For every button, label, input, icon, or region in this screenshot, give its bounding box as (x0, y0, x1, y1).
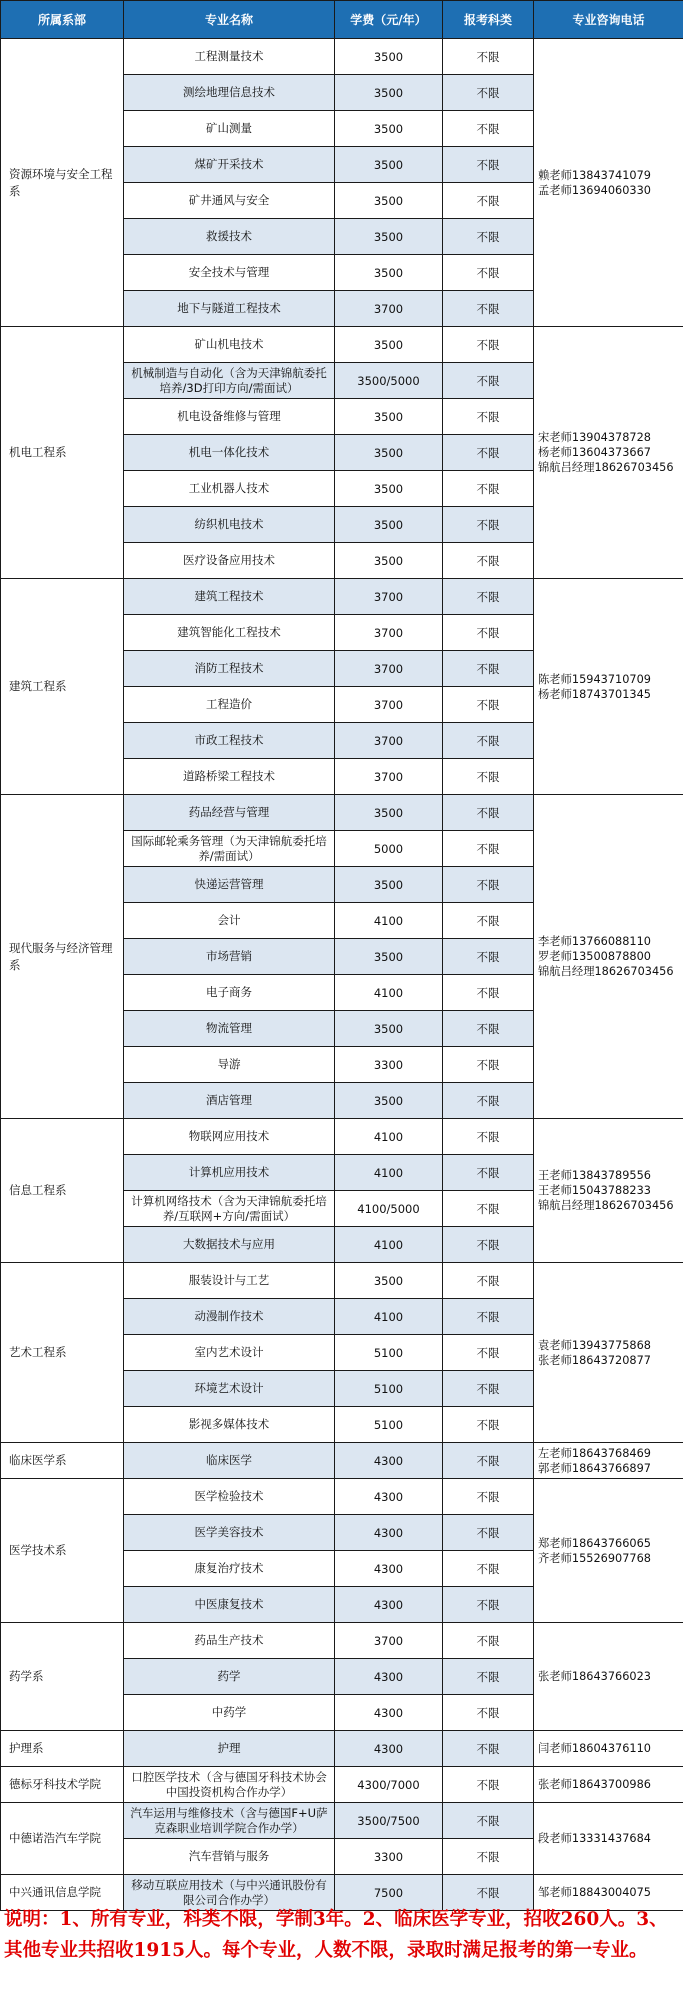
fee-cell: 3700 (335, 615, 443, 651)
major-cell: 机械制造与自动化（含为天津锦航委托培养/3D打印方向/需面试） (124, 363, 335, 399)
fee-cell: 3500 (335, 75, 443, 111)
contact-phone-line: 左老师18643768469 (538, 1446, 651, 1460)
major-cell: 口腔医学技术（含与德国牙科技术协会中国投资机构合作办学） (124, 1767, 335, 1803)
major-cell: 物流管理 (124, 1011, 335, 1047)
fee-cell: 3500/5000 (335, 363, 443, 399)
contact-phone-cell (534, 1479, 683, 1623)
fee-cell: 3300 (335, 1047, 443, 1083)
subject-cell: 不限 (443, 1767, 534, 1803)
table-row (1, 579, 683, 615)
contact-phone-cell (534, 1803, 683, 1875)
subject-cell: 不限 (443, 1227, 534, 1263)
fee-cell: 3500 (335, 939, 443, 975)
fee-cell: 3500/7500 (335, 1803, 443, 1839)
department-cell: 艺术工程系 (1, 1263, 124, 1443)
subject-cell: 不限 (443, 543, 534, 579)
contact-phone-line: 郭老师18643766897 (538, 1461, 651, 1475)
major-cell: 计算机网络技术（含为天津锦航委托培养/互联网+方向/需面试） (124, 1191, 335, 1227)
contact-phone-line: 李老师13766088110 (538, 935, 651, 948)
department-cell: 资源环境与安全工程系 (1, 39, 124, 327)
contact-phone-line: 闫老师18604376110 (538, 1742, 651, 1755)
table-row (1, 1623, 683, 1659)
subject-cell: 不限 (443, 1623, 534, 1659)
contact-phone-line: 孟老师13694060330 (538, 183, 651, 197)
subject-cell: 不限 (443, 1155, 534, 1191)
fee-cell: 4100 (335, 1299, 443, 1335)
fee-cell: 3700 (335, 291, 443, 327)
subject-cell: 不限 (443, 1083, 534, 1119)
contact-phone-line: 宋老师13904378728 (538, 431, 651, 444)
subject-cell: 不限 (443, 1587, 534, 1623)
major-cell: 计算机应用技术 (124, 1155, 335, 1191)
department-cell: 药学系 (1, 1623, 124, 1731)
contact-phone-cell (534, 1119, 683, 1263)
department-cell: 中德诺浩汽车学院 (1, 1803, 124, 1875)
major-cell: 快递运营管理 (124, 867, 335, 903)
contact-phone-line: 罗老师13500878800 (538, 950, 651, 963)
fee-cell: 5100 (335, 1371, 443, 1407)
department-cell: 机电工程系 (1, 327, 124, 579)
table-body (1, 39, 683, 1911)
major-cell: 物联网应用技术 (124, 1119, 335, 1155)
major-cell: 药品经营与管理 (124, 795, 335, 831)
subject-cell: 不限 (443, 1515, 534, 1551)
contact-phone-line: 杨老师18743701345 (538, 687, 651, 701)
subject-cell: 不限 (443, 219, 534, 255)
subject-cell: 不限 (443, 579, 534, 615)
table-row (1, 327, 683, 363)
contact-phone-line: 袁老师13943775868 (538, 1338, 651, 1352)
major-cell: 室内艺术设计 (124, 1335, 335, 1371)
contact-phone-line: 陈老师15943710709 (538, 672, 651, 686)
department-cell: 信息工程系 (1, 1119, 124, 1263)
subject-cell: 不限 (443, 903, 534, 939)
header-fee: 学费（元/年） (335, 1, 443, 39)
major-cell: 消防工程技术 (124, 651, 335, 687)
fee-cell: 4300 (335, 1659, 443, 1695)
major-cell: 市场营销 (124, 939, 335, 975)
header-phone: 专业咨询电话 (534, 1, 683, 39)
major-cell: 矿井通风与安全 (124, 183, 335, 219)
fee-cell: 3700 (335, 759, 443, 795)
subject-cell: 不限 (443, 327, 534, 363)
subject-cell: 不限 (443, 183, 534, 219)
fee-cell: 3500 (335, 543, 443, 579)
subject-cell: 不限 (443, 507, 534, 543)
major-cell: 市政工程技术 (124, 723, 335, 759)
department-cell: 现代服务与经济管理系 (1, 795, 124, 1119)
subject-cell: 不限 (443, 1407, 534, 1443)
contact-phone-line: 锦航吕经理18626703456 (538, 965, 674, 978)
subject-cell: 不限 (443, 1443, 534, 1479)
major-cell: 临床医学 (124, 1443, 335, 1479)
subject-cell: 不限 (443, 759, 534, 795)
subject-cell: 不限 (443, 399, 534, 435)
fee-cell: 4300 (335, 1515, 443, 1551)
subject-cell: 不限 (443, 687, 534, 723)
subject-cell: 不限 (443, 1299, 534, 1335)
contact-phone-line: 张老师18643700986 (538, 1778, 651, 1791)
contact-phone-line: 杨老师13604373667 (538, 446, 651, 459)
subject-cell: 不限 (443, 723, 534, 759)
major-cell: 矿山测量 (124, 111, 335, 147)
fee-cell: 3500 (335, 219, 443, 255)
contact-phone-line: 张老师18643766023 (538, 1670, 651, 1683)
subject-cell: 不限 (443, 1839, 534, 1875)
major-cell: 机电设备维修与管理 (124, 399, 335, 435)
major-cell: 工业机器人技术 (124, 471, 335, 507)
contact-phone-cell (534, 327, 683, 579)
contact-phone-cell (534, 1623, 683, 1731)
contact-phone-line: 锦航吕经理18626703456 (538, 1199, 674, 1212)
admission-note: 说明：1、所有专业，科类不限，学制3年。2、临床医学专业，招收260人。3、其他专业共招收1915人。每个专业，人数不限，录取时满足报考的第一专业。 (4, 1909, 668, 1961)
subject-cell: 不限 (443, 1803, 534, 1839)
major-cell: 测绘地理信息技术 (124, 75, 335, 111)
fee-cell: 4300 (335, 1695, 443, 1731)
fee-cell: 3500 (335, 1083, 443, 1119)
fee-cell: 4300 (335, 1551, 443, 1587)
subject-cell: 不限 (443, 1551, 534, 1587)
fee-cell: 4300/7000 (335, 1767, 443, 1803)
subject-cell: 不限 (443, 795, 534, 831)
subject-cell: 不限 (443, 291, 534, 327)
fee-cell: 3500 (335, 39, 443, 75)
fee-cell: 3700 (335, 651, 443, 687)
fee-cell: 4100 (335, 1119, 443, 1155)
subject-cell: 不限 (443, 75, 534, 111)
subject-cell: 不限 (443, 39, 534, 75)
header-dept: 所属系部 (1, 1, 124, 39)
subject-cell: 不限 (443, 1047, 534, 1083)
subject-cell: 不限 (443, 471, 534, 507)
subject-cell: 不限 (443, 255, 534, 291)
header-major: 专业名称 (124, 1, 335, 39)
major-cell: 医学美容技术 (124, 1515, 335, 1551)
major-cell: 汽车运用与维修技术（含与德国F+U萨克森职业培训学院合作办学） (124, 1803, 335, 1839)
subject-cell: 不限 (443, 1119, 534, 1155)
subject-cell: 不限 (443, 1011, 534, 1047)
major-cell: 中药学 (124, 1695, 335, 1731)
contact-phone-cell (534, 1443, 683, 1479)
fee-cell: 5000 (335, 831, 443, 867)
fee-cell: 4100 (335, 1227, 443, 1263)
contact-phone-line: 郑老师18643766065 (538, 1536, 651, 1550)
major-cell: 安全技术与管理 (124, 255, 335, 291)
contact-phone-line: 王老师15043788233 (538, 1184, 651, 1197)
fee-cell: 3500 (335, 795, 443, 831)
major-cell: 救援技术 (124, 219, 335, 255)
major-cell: 导游 (124, 1047, 335, 1083)
fee-cell: 5100 (335, 1335, 443, 1371)
major-cell: 道路桥梁工程技术 (124, 759, 335, 795)
contact-phone-cell (534, 1767, 683, 1803)
fee-cell: 3500 (335, 147, 443, 183)
contact-phone-line: 赖老师13843741079 (538, 168, 651, 182)
contact-phone-line: 邹老师18843004075 (538, 1886, 651, 1899)
subject-cell: 不限 (443, 1875, 534, 1911)
major-cell: 国际邮轮乘务管理（为天津锦航委托培养/需面试） (124, 831, 335, 867)
major-cell: 影视多媒体技术 (124, 1407, 335, 1443)
major-cell: 中医康复技术 (124, 1587, 335, 1623)
major-cell: 建筑智能化工程技术 (124, 615, 335, 651)
major-cell: 移动互联应用技术（与中兴通讯股份有限公司合作办学） (124, 1875, 335, 1911)
fee-cell: 3700 (335, 1623, 443, 1659)
table-row (1, 1479, 683, 1515)
fee-cell: 4100 (335, 903, 443, 939)
subject-cell: 不限 (443, 975, 534, 1011)
major-cell: 会计 (124, 903, 335, 939)
contact-phone-line: 张老师18643720877 (538, 1353, 651, 1367)
fee-cell: 3500 (335, 111, 443, 147)
table-row (1, 1767, 683, 1803)
subject-cell: 不限 (443, 1479, 534, 1515)
major-cell: 工程测量技术 (124, 39, 335, 75)
contact-phone-line: 段老师13331437684 (538, 1832, 651, 1845)
fee-cell: 4100 (335, 1155, 443, 1191)
contact-phone-line: 锦航吕经理18626703456 (538, 461, 674, 474)
fee-cell: 3700 (335, 579, 443, 615)
contact-phone-cell (534, 39, 683, 327)
subject-cell: 不限 (443, 1695, 534, 1731)
fee-cell: 3500 (335, 1263, 443, 1299)
department-cell: 医学技术系 (1, 1479, 124, 1623)
subject-cell: 不限 (443, 1731, 534, 1767)
subject-cell: 不限 (443, 1335, 534, 1371)
major-cell: 机电一体化技术 (124, 435, 335, 471)
table-row (1, 1119, 683, 1155)
subject-cell: 不限 (443, 147, 534, 183)
fee-cell: 4100 (335, 975, 443, 1011)
department-cell: 中兴通讯信息学院 (1, 1875, 124, 1911)
major-cell: 大数据技术与应用 (124, 1227, 335, 1263)
contact-phone-cell (534, 1263, 683, 1443)
department-cell: 建筑工程系 (1, 579, 124, 795)
fee-cell: 3500 (335, 507, 443, 543)
major-cell: 药学 (124, 1659, 335, 1695)
table-row (1, 1731, 683, 1767)
fee-cell: 3500 (335, 255, 443, 291)
subject-cell: 不限 (443, 1371, 534, 1407)
major-cell: 护理 (124, 1731, 335, 1767)
major-cell: 建筑工程技术 (124, 579, 335, 615)
subject-cell: 不限 (443, 939, 534, 975)
subject-cell: 不限 (443, 867, 534, 903)
department-cell: 临床医学系 (1, 1443, 124, 1479)
major-cell: 医疗设备应用技术 (124, 543, 335, 579)
fee-cell: 3500 (335, 327, 443, 363)
fee-cell: 4300 (335, 1731, 443, 1767)
table-row (1, 39, 683, 75)
table-row (1, 1803, 683, 1839)
major-cell: 服装设计与工艺 (124, 1263, 335, 1299)
fee-cell: 3700 (335, 687, 443, 723)
subject-cell: 不限 (443, 615, 534, 651)
contact-phone-line: 王老师13843789556 (538, 1169, 651, 1182)
major-cell: 环境艺术设计 (124, 1371, 335, 1407)
department-cell: 德标牙科技术学院 (1, 1767, 124, 1803)
fee-cell: 3500 (335, 183, 443, 219)
major-cell: 纺织机电技术 (124, 507, 335, 543)
table-row (1, 795, 683, 831)
contact-phone-line: 齐老师15526907768 (538, 1551, 651, 1565)
fee-cell: 7500 (335, 1875, 443, 1911)
fee-cell: 4300 (335, 1479, 443, 1515)
major-cell: 医学检验技术 (124, 1479, 335, 1515)
major-cell: 康复治疗技术 (124, 1551, 335, 1587)
table-row (1, 1443, 683, 1479)
subject-cell: 不限 (443, 831, 534, 867)
major-cell: 工程造价 (124, 687, 335, 723)
fee-cell: 4100/5000 (335, 1191, 443, 1227)
fee-cell: 4300 (335, 1587, 443, 1623)
contact-phone-cell (534, 1731, 683, 1767)
fee-cell: 3500 (335, 471, 443, 507)
major-cell: 矿山机电技术 (124, 327, 335, 363)
table-row (1, 1263, 683, 1299)
fee-cell: 3500 (335, 867, 443, 903)
fee-cell: 5100 (335, 1407, 443, 1443)
major-cell: 汽车营销与服务 (124, 1839, 335, 1875)
major-cell: 电子商务 (124, 975, 335, 1011)
major-cell: 药品生产技术 (124, 1623, 335, 1659)
fee-cell: 3700 (335, 723, 443, 759)
major-cell: 动漫制作技术 (124, 1299, 335, 1335)
subject-cell: 不限 (443, 435, 534, 471)
subject-cell: 不限 (443, 1263, 534, 1299)
subject-cell: 不限 (443, 651, 534, 687)
subject-cell: 不限 (443, 363, 534, 399)
major-cell: 煤矿开采技术 (124, 147, 335, 183)
department-cell: 护理系 (1, 1731, 124, 1767)
fee-cell: 3500 (335, 435, 443, 471)
fee-cell: 3500 (335, 1011, 443, 1047)
major-cell: 酒店管理 (124, 1083, 335, 1119)
fee-cell: 3500 (335, 399, 443, 435)
header-subject: 报考科类 (443, 1, 534, 39)
fee-cell: 4300 (335, 1443, 443, 1479)
major-cell: 地下与隧道工程技术 (124, 291, 335, 327)
subject-cell: 不限 (443, 111, 534, 147)
fee-cell: 3300 (335, 1839, 443, 1875)
table-header-row (1, 1, 683, 39)
contact-phone-cell (534, 795, 683, 1119)
contact-phone-cell (534, 579, 683, 795)
subject-cell: 不限 (443, 1191, 534, 1227)
subject-cell: 不限 (443, 1659, 534, 1695)
